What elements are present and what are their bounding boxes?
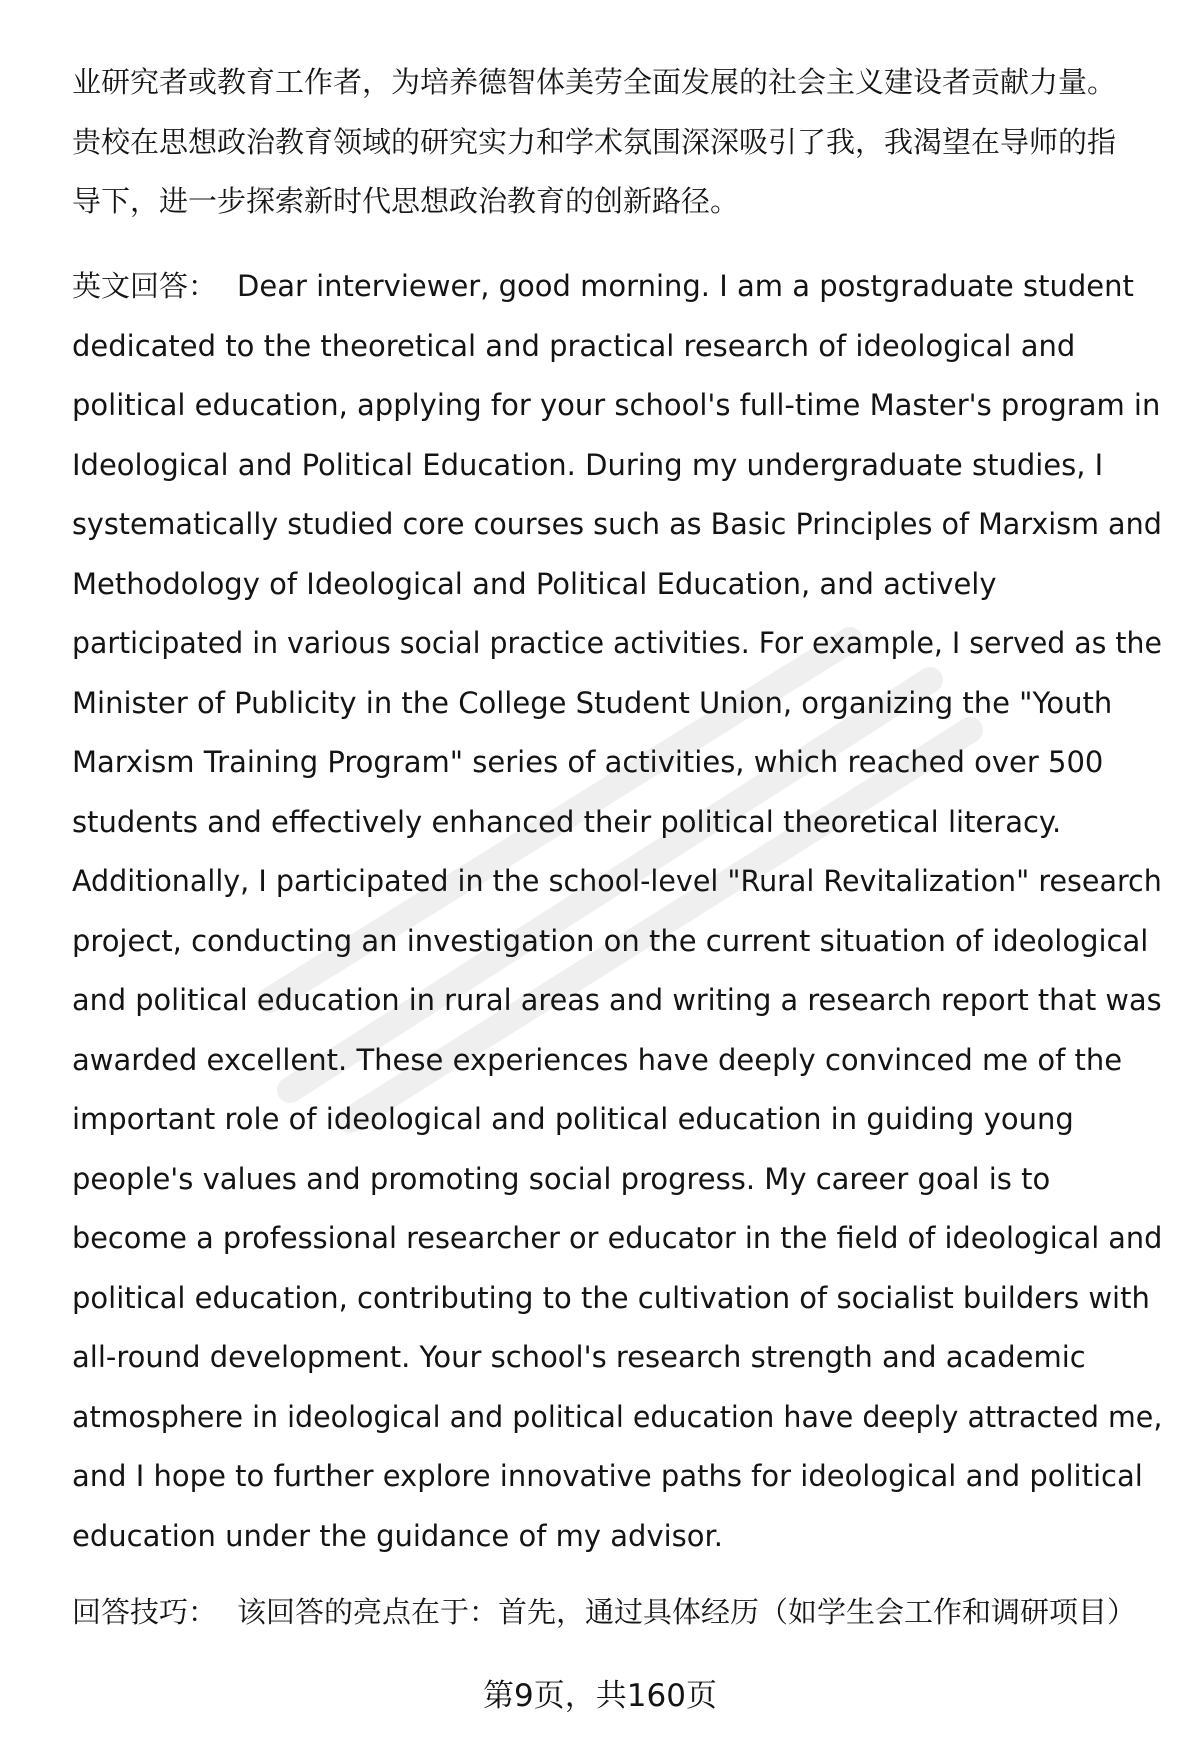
- english-answer-line: participated in various social practice activities. For example, I served as the: [72, 626, 1162, 660]
- english-answer-line: systematically studied core courses such as Basic Principles of Marxism and: [72, 507, 1162, 541]
- english-answer-line: Minister of Publicity in the College Student Union, organizing the "Youth: [72, 685, 1113, 720]
- english-answer-line: important role of ideological and political education in guiding young: [72, 1102, 1074, 1136]
- english-answer-line: atmosphere in ideological and political education have deeply attracted me,: [72, 1399, 1163, 1434]
- english-answer-line: Ideological and Political Education. During my undergraduate studies, I: [72, 447, 1104, 482]
- tips-text: 该回答的亮点在于：首先，通过具体经历（如学生会工作和调研项目）: [237, 1595, 1137, 1629]
- english-answer-line: dedicated to the theoretical and practical research of ideological and: [72, 328, 1076, 363]
- english-answer-first-line: [72, 257, 1162, 317]
- intro-line: 导下，进一步探索新时代思想政治教育的创新路径。: [72, 184, 740, 218]
- english-answer-line: awarded excellent. These experiences have deeply convinced me of the: [72, 1042, 1123, 1077]
- english-answer-line: Additionally, I participated in the school-level "Rural Revitalization" research: [72, 864, 1162, 898]
- english-answer-line: political education, applying for your school's full-time Master's program in: [72, 388, 1161, 422]
- english-answer-line: all-round development. Your school's research strength and academic: [72, 1340, 1086, 1374]
- tips-paragraph: [72, 1583, 1162, 1643]
- english-answer-line: Methodology of Ideological and Political Education, and actively: [72, 566, 997, 601]
- english-answer-line: become a professional researcher or educator in the field of ideological and: [72, 1221, 1163, 1255]
- tips-line: [72, 1583, 1162, 1643]
- english-answer-line: political education, contributing to the cultivation of socialist builders with: [72, 1280, 1150, 1315]
- english-answer-text: Dear interviewer, good morning. I am a postgraduate student: [237, 269, 1134, 303]
- english-answer-line: education under the guidance of my advisor.: [72, 1518, 724, 1553]
- english-answer-line: students and effectively enhanced their political theoretical literacy.: [72, 804, 1062, 839]
- intro-line: 业研究者或教育工作者，为培养德智体美劳全面发展的社会主义建设者贡献力量。: [72, 65, 1117, 99]
- english-answer-paragraph: [72, 257, 1162, 1566]
- english-answer-line: and I hope to further explore innovative paths for ideological and political: [72, 1459, 1143, 1493]
- english-answer-line: and political education in rural areas and writing a research report that was: [72, 983, 1162, 1017]
- intro-line: 贵校在思想政治教育领域的研究实力和学术氛围深深吸引了我，我渴望在导师的指: [72, 124, 1117, 159]
- english-answer-label: 英文回答：: [72, 269, 218, 303]
- english-answer-line: project, conducting an investigation on the current situation of ideological: [72, 923, 1149, 958]
- english-answer-line: people's values and promoting social progress. My career goal is to: [72, 1161, 1051, 1196]
- intro-paragraph: [72, 53, 1162, 232]
- page-number-footer: 第9页，共160页: [483, 1678, 717, 1714]
- english-answer-line: Marxism Training Program" series of activities, which reached over 500: [72, 745, 1104, 779]
- tips-label: 回答技巧：: [72, 1595, 218, 1629]
